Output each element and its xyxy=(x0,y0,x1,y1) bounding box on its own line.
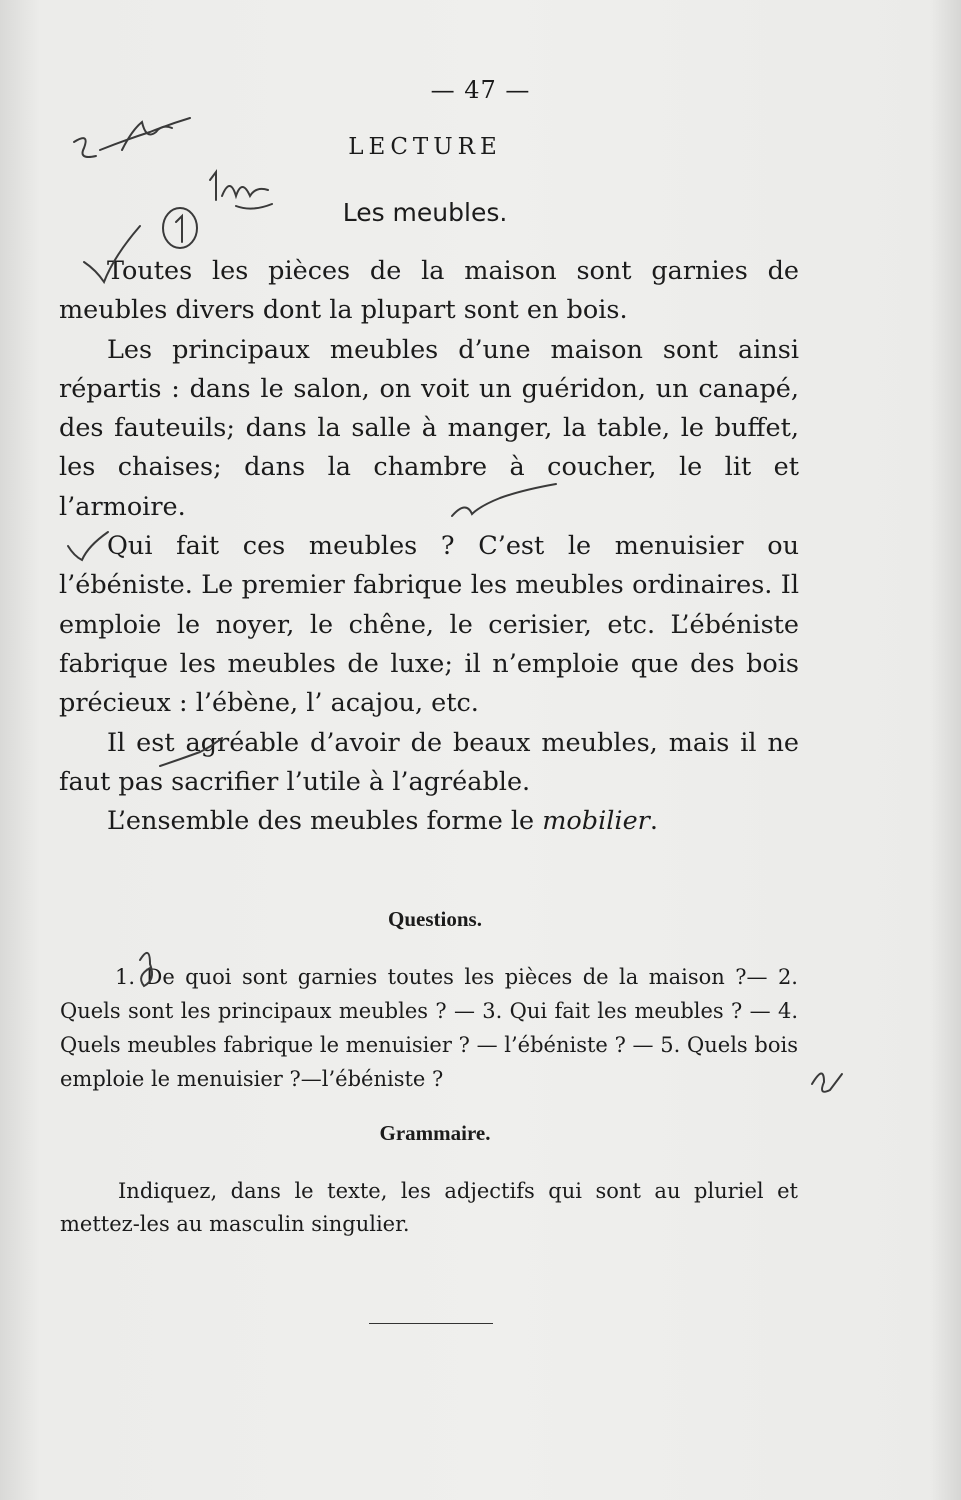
paragraph-1: Toutes les pièces de la maison sont garnies de meubles divers dont la plupart sont en bois. xyxy=(59,256,799,326)
paragraph-5-end: . xyxy=(649,806,658,837)
paragraph-5 xyxy=(59,802,799,841)
paragraph-2: Les principaux meubles d’une maison sont ainsi répartis : dans le salon, on voit un guéridon, un canapé, des fauteuils; dans la salle à manger, la table, le buffet, les chaises; dans la chambre à coucher, le lit et l’armoire. xyxy=(59,334,799,522)
paragraph-5-text: L’ensemble des meubles forme le xyxy=(107,806,543,837)
paragraph-3: Qui fait ces meubles ? C’est le menuisier ou l’ébéniste. Le premier fabrique les meubles ordinaires. Il emploie le noyer, le chêne, le cerisier, etc. L’ébéniste fabrique les meubles de luxe; il n’emploie que des bois précieux : l’ébène, l’ acajou, etc. xyxy=(59,531,799,719)
page-number: — 47 — xyxy=(430,76,531,104)
grammar-exercise xyxy=(60,1175,798,1241)
end-rule xyxy=(369,1323,493,1324)
grammar-text: Indiquez, dans le texte, les adjectifs qui sont au pluriel et mettez-les au masculin singulier. xyxy=(60,1179,798,1236)
grammar-heading: Grammaire. xyxy=(379,1121,491,1145)
questions-list xyxy=(60,960,798,1096)
questions-heading: Questions. xyxy=(388,907,482,931)
lesson-title: Les meubles. xyxy=(342,198,508,227)
questions-text: 1. De quoi sont garnies toutes les pièces de la maison ?— 2. Quels sont les principaux meubles ? — 3. Qui fait les meubles ? — 4. Quels meubles fabrique le menuisier ? — l’ébéniste ? — 5. Quels bois emploie le menuisier ?—l’ébéniste ? xyxy=(60,965,798,1091)
mobilier-term: mobilier xyxy=(542,806,650,837)
scribble-mark-question-end xyxy=(812,1073,842,1091)
reading-text xyxy=(59,252,799,841)
section-title: LECTURE xyxy=(348,134,502,160)
paragraph-4: Il est agréable d’avoir de beaux meubles, mais il ne faut pas sacrifier l’utile à l’agréable. xyxy=(59,727,799,797)
